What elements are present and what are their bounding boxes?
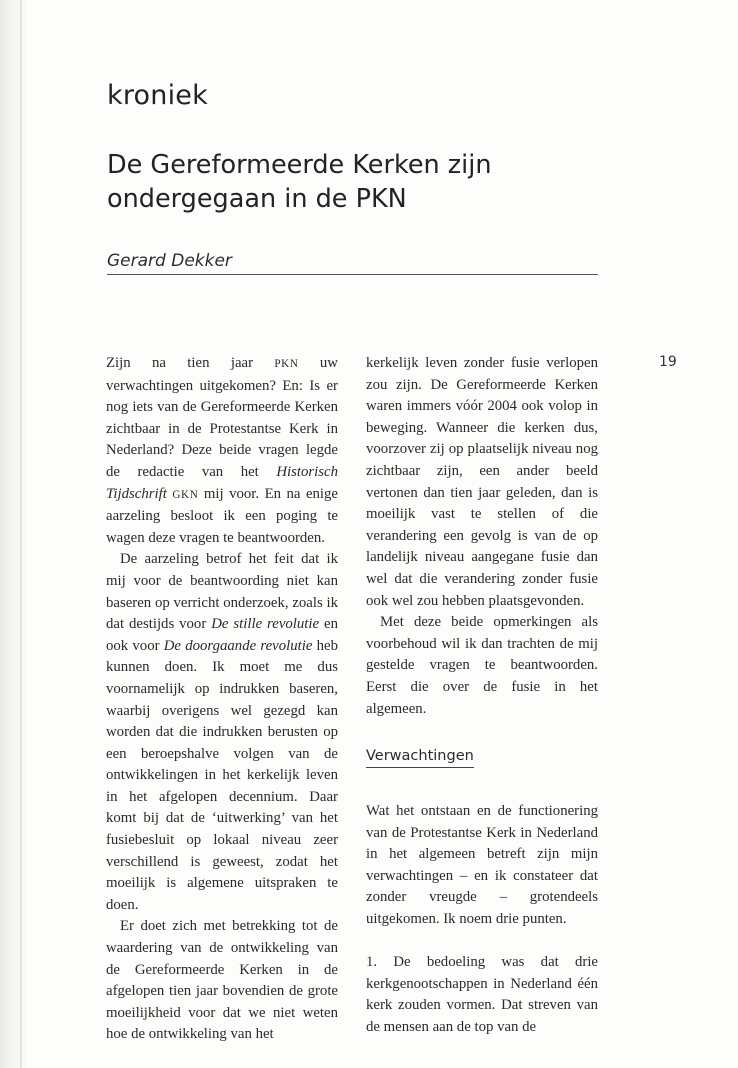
abbreviation: PKN <box>274 358 299 370</box>
subheading-verwachtingen: Verwachtingen <box>366 747 474 768</box>
text-run: mij voor. En na enige aarzeling besloot ik een poging te wagen deze vragen te beantwoorden. <box>106 485 338 546</box>
page-number: 19 <box>659 354 677 370</box>
text-run: en ook voor <box>106 616 338 654</box>
section-label: kroniek <box>107 80 208 111</box>
text-run: Zijn na tien jaar <box>106 355 275 371</box>
abbreviation: GKN <box>172 488 199 501</box>
right-column <box>366 353 598 1039</box>
text-run: heb kunnen doen. Ik moet me dus voornamelijk op indrukken baseren, waarbij overigens wel gezegd kan worden dat die indrukken berusten op een beroepshalve volgen van de ontwikkelingen in het kerkelijk leven in het afgelopen decennium. Daar komt bij dat de ‘uitwerking’ van het fusiebesluit op lokaal niveau zeer verschillend is geweest, zodat het moeilijk is algemene uitspraken te doen. <box>106 637 338 913</box>
text-run: De aarzeling betrof het feit dat ik mij voor de beantwoording niet kan baseren op verricht onderzoek, zoals ik dat destijds voor <box>106 551 338 633</box>
book-title: De doorgaande revolutie <box>163 637 313 654</box>
paragraph-difficulty: Er doet zich met betrekking tot de waardering van de ontwikkeling van de Gereformeerde Kerken in de afgelopen tien jaar bovendien de grote moeilijkheid voor dat we niet weten hoe de ontwikkeling van het <box>106 918 338 1043</box>
paragraph-expectations: Wat het ontstaan en de functionering van de Protestantse Kerk in Nederland in het algemeen betreft zijn mijn verwachtingen – en ik constateer dat zonder vreugde – grotendeels uitgekomen. Ik noem drie punten. <box>366 803 598 928</box>
paragraph-reservation: Met deze beide opmerkingen als voorbehoud wil ik dan trachten de mij gestelde vragen te beantwoorden. Eerst die over de fusie in het algemeen. <box>366 614 598 717</box>
paragraph-hesitation <box>106 549 338 916</box>
paragraph-intro <box>106 353 338 549</box>
paragraph-point-one: 1. De bedoeling was dat drie kerkgenootschappen in Nederland één kerk zouden vormen. Dat streven van de mensen aan de top van de <box>366 954 598 1036</box>
book-title: De stille revolutie <box>211 616 320 633</box>
title-divider <box>107 274 598 275</box>
left-column <box>106 353 338 1046</box>
subheading-wrapper <box>366 746 598 787</box>
page-gutter-line <box>20 0 22 1068</box>
author-name: Gerard Dekker <box>107 251 232 271</box>
paragraph-continuation: kerkelijk leven zonder fusie verlopen zou zijn. De Gereformeerde Kerken waren immers vóór 2004 ook volop in beweging. Wanneer die kerken dus, voorzover zij op plaatselijk niveau nog zichtbaar zijn, een ander beeld vertonen dan tien jaar geleden, dan is moeilijk vast te stellen of die verandering een gevolg is van de op landelijk niveau aangegane fusie dan wel dat die verandering zonder fusie ook wel zou hebben plaatsgevonden. <box>366 355 598 609</box>
text-run: uw verwachtingen uitgekomen? En: Is er nog iets van de Gereformeerde Kerken zichtbaar in de Protestantse Kerk in Nederland? Deze beide vragen legde de redactie van het <box>106 355 338 480</box>
article-title: De Gereformeerde Kerken zijn ondergegaan in de PKN <box>107 150 492 214</box>
page-gutter-shadow <box>0 0 26 1068</box>
journal-title: Historisch Tijdschrift <box>106 463 338 502</box>
